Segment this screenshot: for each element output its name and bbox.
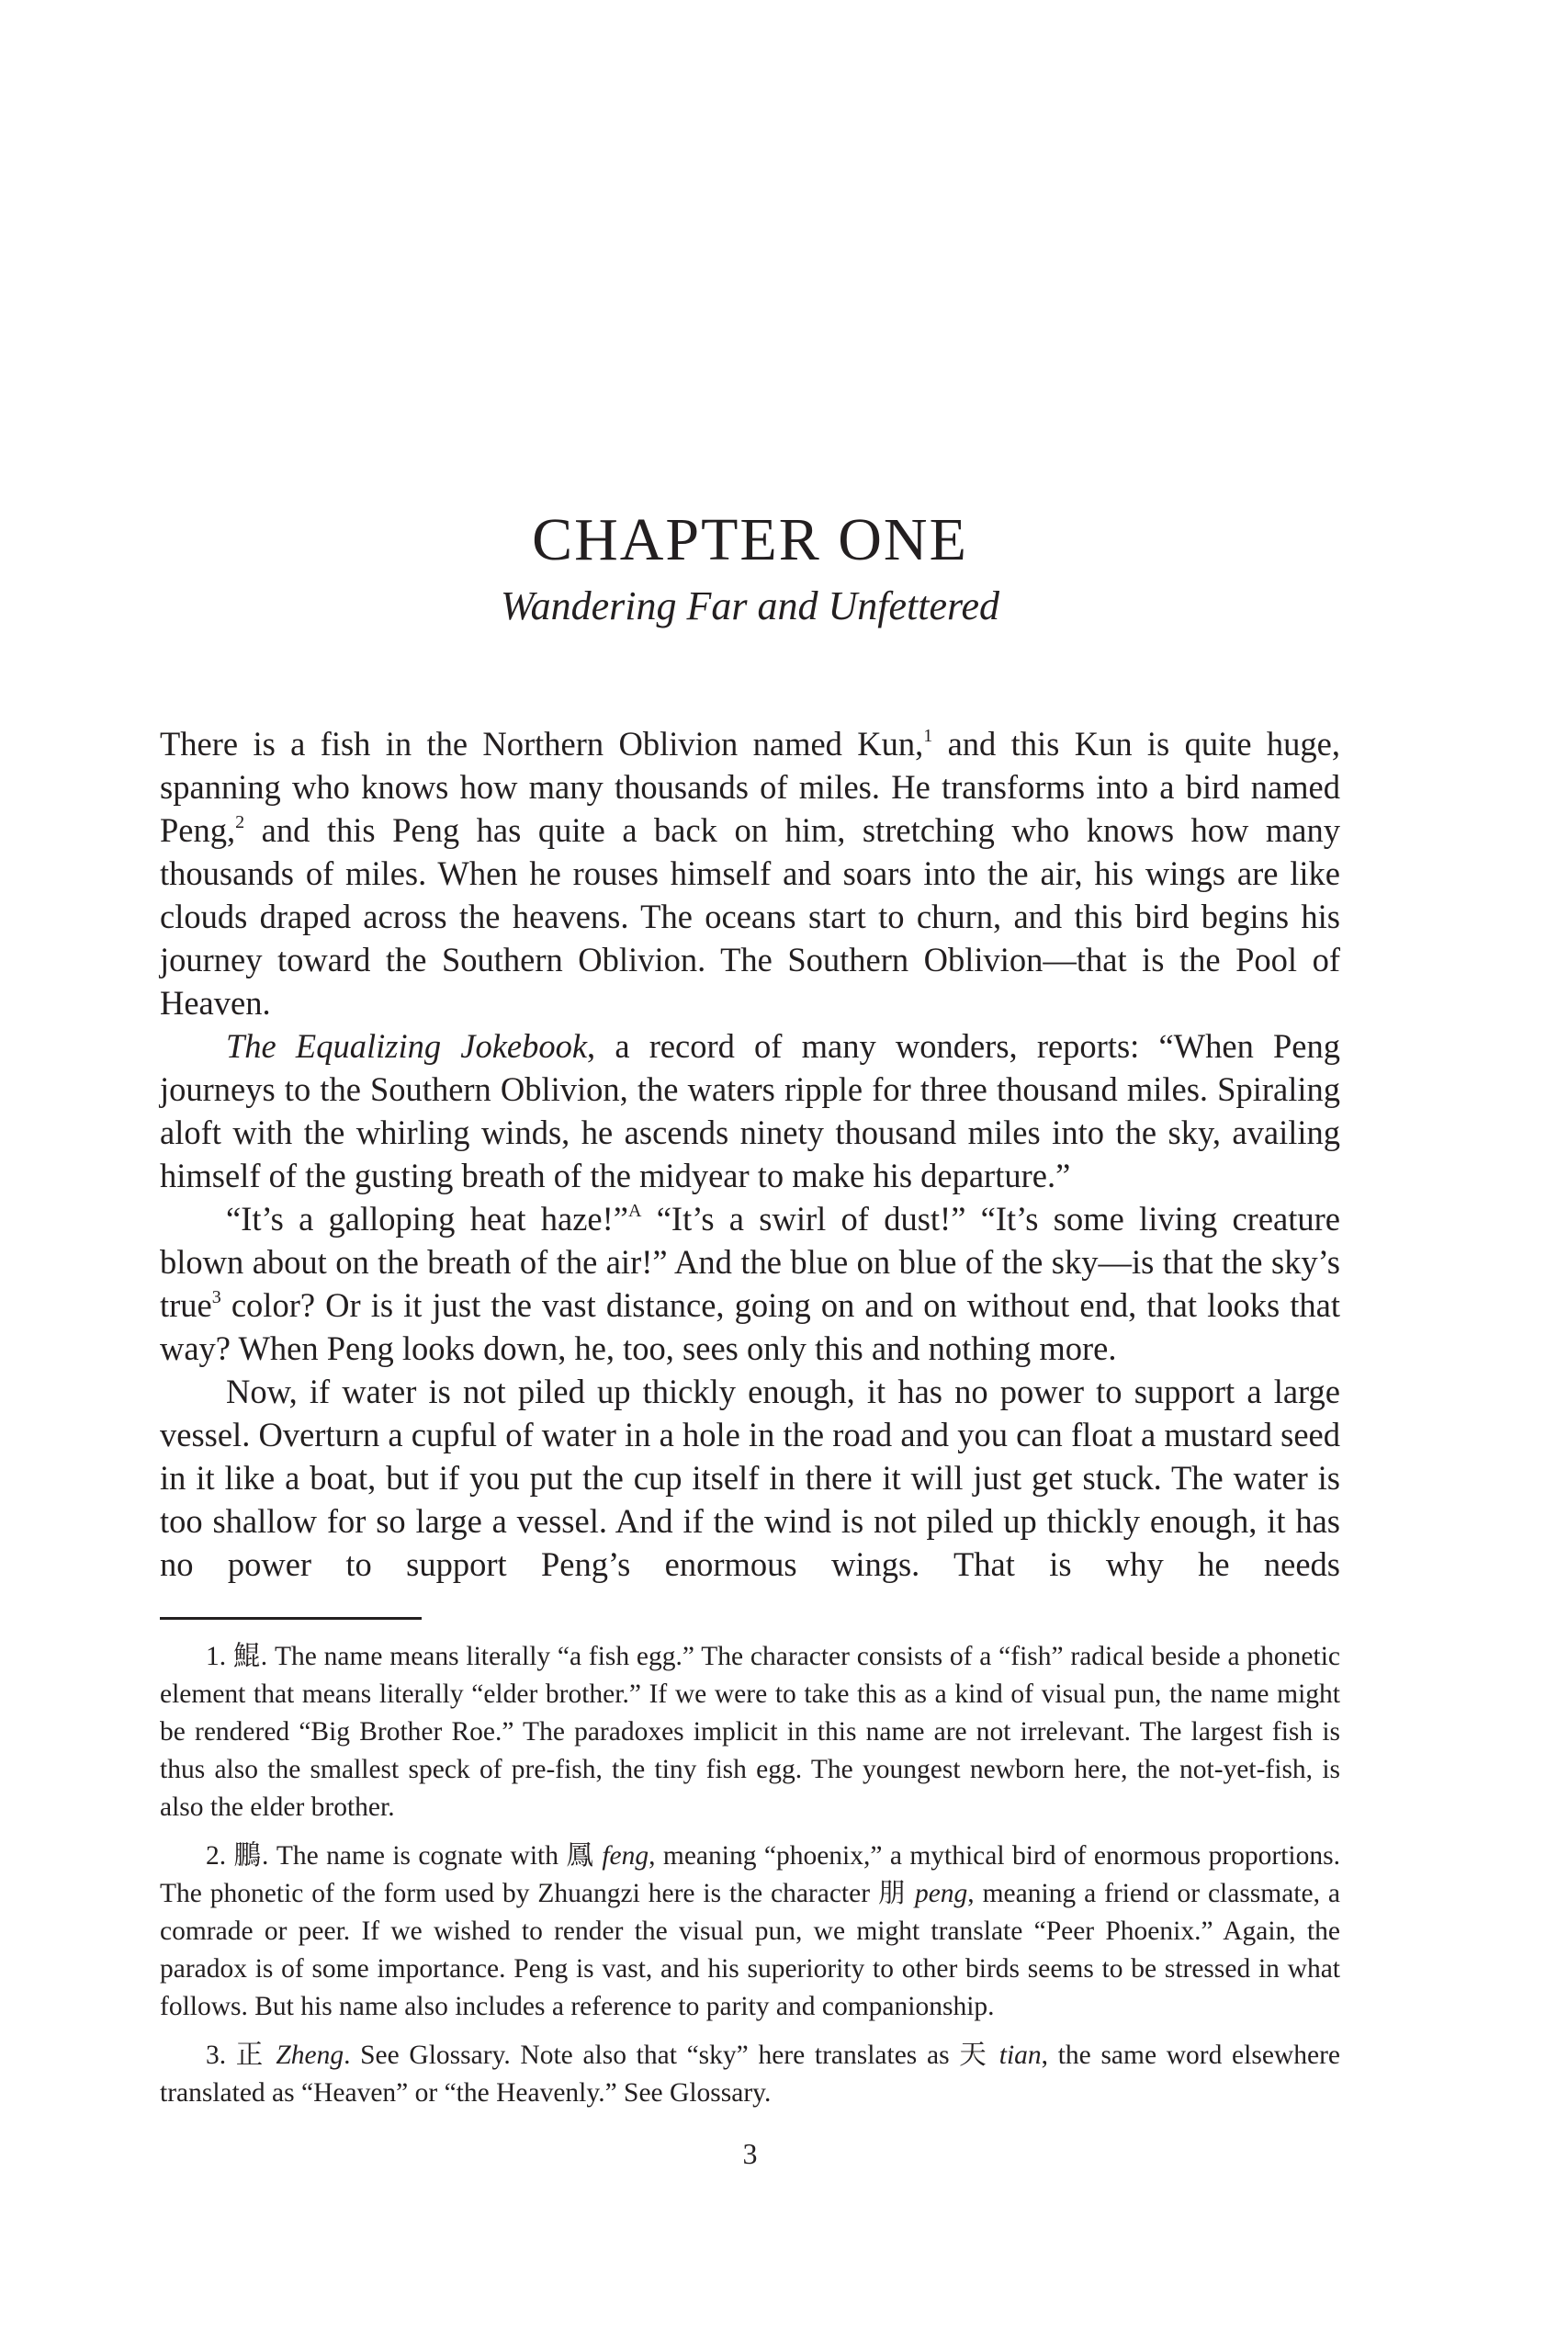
body-text [160,722,1340,1586]
footnote-ref-2[interactable]: 2 [235,811,245,832]
chapter-heading: CHAPTER ONE [532,506,968,573]
footnote-3: 3. 正 Zheng. See Glossary. Note also that “sky” here translates as 天 tian, the same word elsewhere translated as “Heaven” or “the Heavenly.” See Glossary. [160,2041,1340,2108]
book-page [160,0,1340,2352]
footnote-divider [160,1617,422,1620]
paragraph-2: The Equalizing Jokebook, a record of many wonders, reports: “When Peng journeys to the Southern Oblivion, the waters ripple for three thousand miles. Spiraling aloft with the whirling winds, he ascends ninety thousand miles into the sky, availing himself of the gusting breath of the midyear to make his departure.” [160,1027,1340,1194]
page-number: 3 [742,2137,758,2170]
footnote-ref-1[interactable]: 1 [923,725,933,746]
paragraph-3: “It’s a galloping heat haze!”$^A$ “It’s a swirl of dust!” “It’s some living creature blown about on the breath of the air!” And the blue on blue of the sky—is that the sky’s true$^3$ color? Or is it just the vast distance, going on and on without end, that looks that way? When Peng looks down, he, too, sees only this and nothing more. [160,1200,1340,1367]
paragraph-1: There is a fish in the Northern Oblivion named Kun,$^1$ and this Kun is quite huge, spanning who knows how many thousands of miles. He transforms into a bird named Peng,$^2$ and this Peng has quite a back on him, stretching who knows how many thousands of miles. When he rouses himself and soars into the air, his wings are like clouds draped across the heavens. The oceans start to churn, and this bird begins his journey toward the Southern Oblivion. The Southern Oblivion—that is the Pool of Heaven. [160,725,1340,1022]
footnotes [160,1638,1340,2123]
footnote-1: 1. 鯤. The name means literally “a fish egg.” The character consists of a “fish” radical beside a phonetic element that means literally “elder brother.” If we were to take this as a kind of visual pun, the name might be rendered “Big Brother Roe.” The paradoxes implicit in this name are not irrelevant. The largest fish is thus also the smallest speck of pre-fish, the tiny fish egg. The youngest newborn here, the not-yet-fish, is also the elder brother. [160,1642,1340,1822]
book-title: The Equalizing Jokebook [226,1027,588,1065]
paragraph-4: Now, if water is not piled up thickly enough, it has no power to support a large vessel. Overturn a cupful of water in a hole in the road and you can float a mustard seed in it like a boat, but if you put the cup itself in there it will just get stuck. The water is too shallow for so large a vessel. And if the wind is not piled up thickly enough, it has no power to support Peng’s enormous wings. That is why he needs [160,1373,1340,1583]
footnote-ref-3[interactable]: 3 [211,1286,221,1307]
chapter-subtitle: Wandering Far and Unfettered [500,583,1000,628]
endnote-ref-A[interactable]: A [627,1200,642,1221]
footnote-2: 2. 鵬. The name is cognate with 鳳 feng, meaning “phoenix,” a mythical bird of enormous proportions. The phonetic of the form used by Zhuangzi here is the character 朋 peng, meaning a friend or classmate, a comrade or peer. If we wished to render the visual pun, we might translate “Peer Phoenix.” Again, the paradox is of some importance. Peng is vast, and his superiority to other birds seems to be stressed in what follows. But his name also includes a reference to parity and companionship. [160,1841,1341,2021]
